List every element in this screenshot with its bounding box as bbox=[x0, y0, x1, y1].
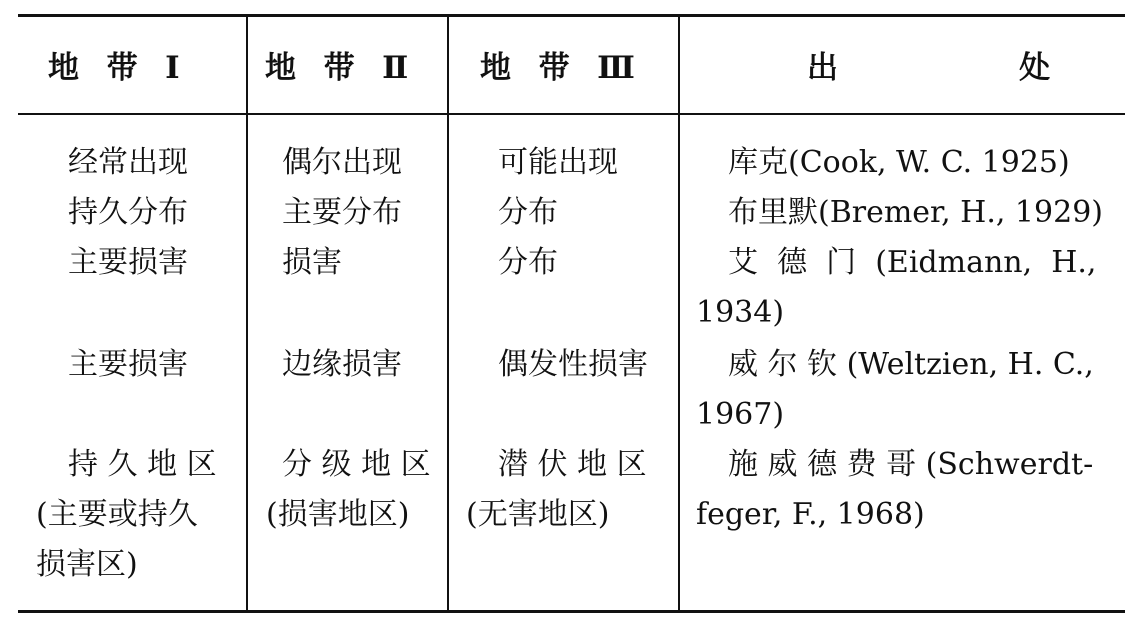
header-source: 出 处 bbox=[807, 50, 1053, 86]
table-cell: 艾 德 门 (Eidmann, H., bbox=[728, 245, 1097, 280]
table-cell: 主要损害 bbox=[68, 347, 188, 382]
table-cell: 布里默(Bremer, H., 1929) bbox=[728, 195, 1103, 230]
table-cell: 持久分布 bbox=[68, 195, 188, 230]
table-cell: 偶尔出现 bbox=[282, 145, 402, 180]
table-cell: 损害 bbox=[282, 245, 342, 280]
table-cell: 主要分布 bbox=[282, 195, 402, 230]
column-divider bbox=[447, 17, 449, 610]
table-cell: 库克(Cook, W. C. 1925) bbox=[728, 145, 1070, 180]
table-top-rule bbox=[18, 14, 1125, 17]
table-cell: 威 尔 钦 (Weltzien, H. C., bbox=[728, 347, 1094, 382]
header-zone-3: 地 带 Ⅲ bbox=[480, 50, 637, 86]
table-cell: 分布 bbox=[498, 195, 558, 230]
table-cell: 分 级 地 区 bbox=[282, 447, 431, 482]
table-cell: 1967) bbox=[696, 397, 785, 432]
table-cell: 损害区) bbox=[36, 547, 138, 582]
table-cell: 分布 bbox=[498, 245, 558, 280]
table-cell: 可能出现 bbox=[498, 145, 618, 180]
table-cell: (损害地区) bbox=[266, 497, 410, 532]
table-cell: (主要或持久 bbox=[36, 497, 198, 532]
column-divider bbox=[678, 17, 680, 610]
table-cell: 施 威 德 费 哥 (Schwerdt- bbox=[728, 447, 1094, 482]
table-cell: 潜 伏 地 区 bbox=[498, 447, 647, 482]
table-cell: 经常出现 bbox=[68, 145, 188, 180]
header-zone-2: 地 带 Ⅱ bbox=[265, 50, 411, 86]
table-cell: 1934) bbox=[696, 295, 785, 330]
table-cell: 偶发性损害 bbox=[498, 347, 648, 382]
table-header-rule bbox=[18, 113, 1125, 115]
table-cell: 主要损害 bbox=[68, 245, 188, 280]
table-cell: 持 久 地 区 bbox=[68, 447, 217, 482]
table-bottom-rule bbox=[18, 610, 1125, 613]
table-cell: feger, F., 1968) bbox=[696, 497, 925, 532]
table-cell: 边缘损害 bbox=[282, 347, 402, 382]
column-divider bbox=[246, 17, 248, 610]
header-zone-1: 地 带 Ⅰ bbox=[48, 50, 182, 86]
table-cell: (无害地区) bbox=[466, 497, 610, 532]
